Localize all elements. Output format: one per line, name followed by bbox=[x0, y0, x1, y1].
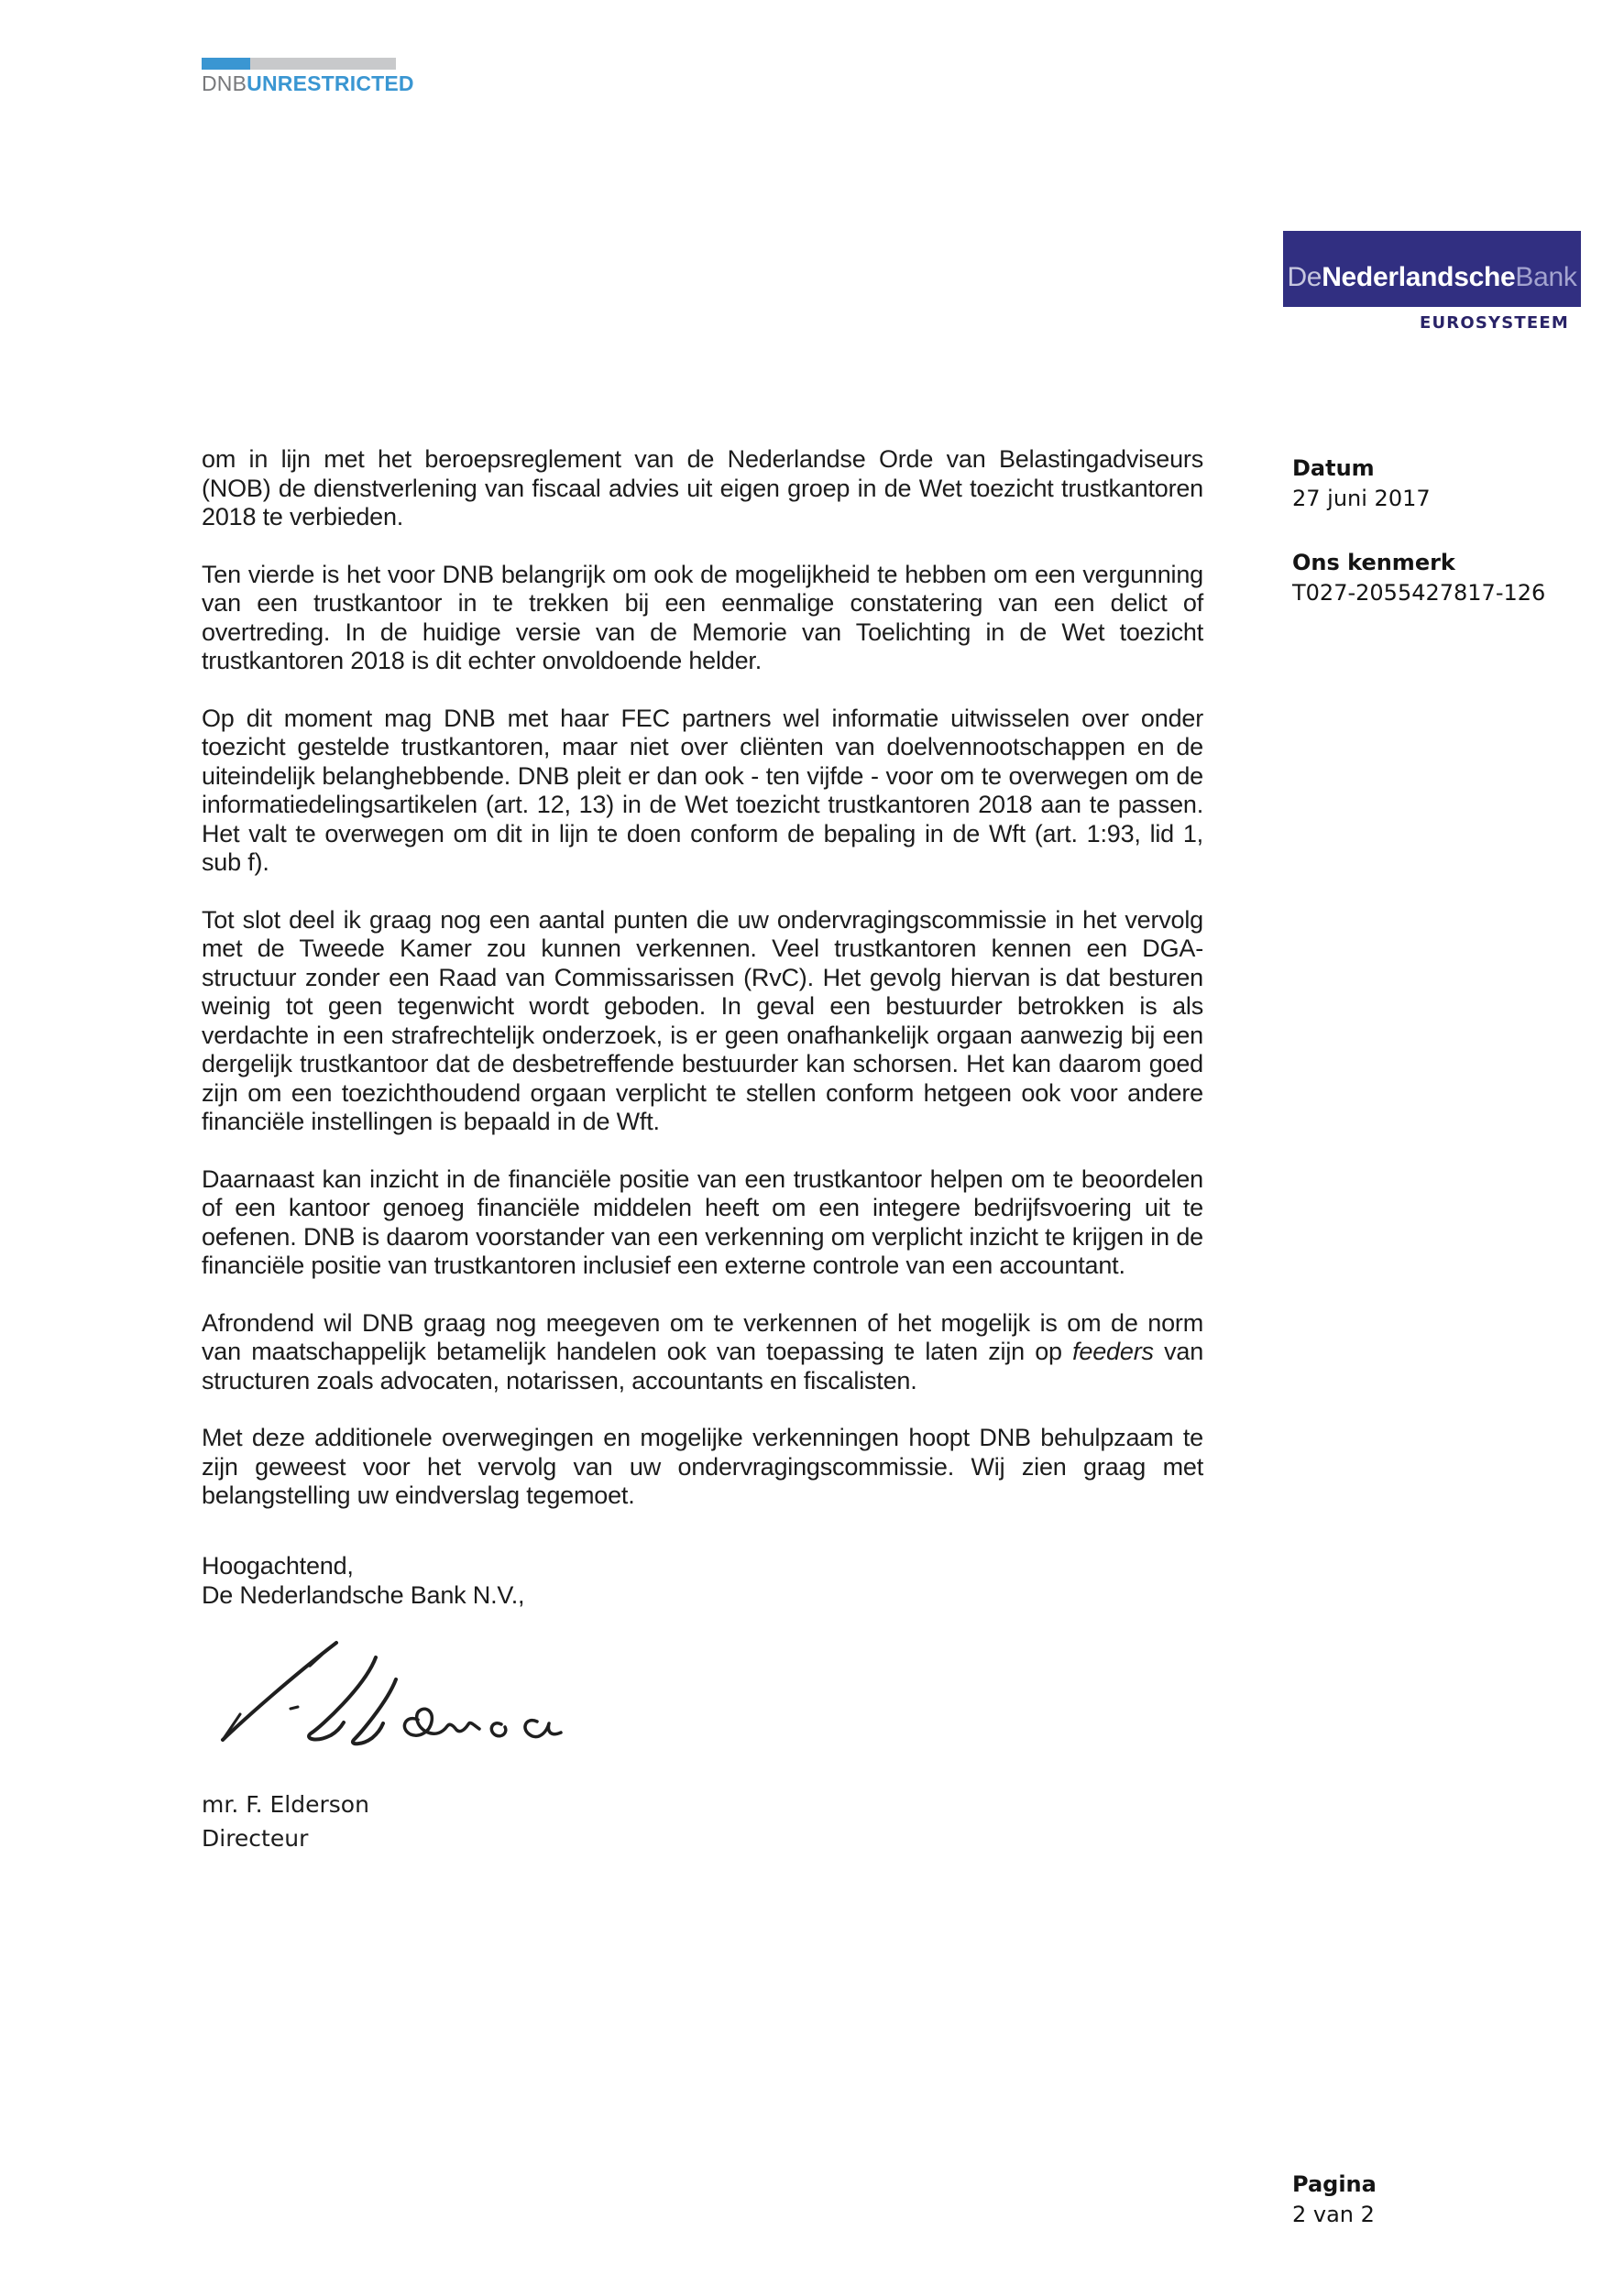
letter-paragraph-5: Daarnaast kan inzicht in de financiële positie van een trustkantoor helpen om te beoordelen of een kantoor genoeg financiële middelen heeft om een integere bedrijfsvoering uit te oefenen. DNB is daarom voorstander van een verkenning om verplicht inzicht te krijgen in de financiële positie van trustkantoren inclusief een externe controle van een accountant. bbox=[202, 1164, 1203, 1279]
signer-title: Directeur bbox=[202, 1824, 309, 1852]
metadata-date-block bbox=[1292, 454, 1545, 514]
closing-company: De Nederlandsche Bank N.V., bbox=[202, 1580, 525, 1609]
classification-prefix: DNB bbox=[202, 71, 247, 95]
signer-name: mr. F. Elderson bbox=[202, 1790, 369, 1818]
logo-word-nederlandsche: Nederlandsche bbox=[1322, 262, 1516, 292]
signer-block bbox=[202, 1788, 1203, 1855]
metadata-reference-block bbox=[1292, 548, 1545, 608]
classification-bar-fill bbox=[202, 58, 250, 70]
page-label: Pagina bbox=[1292, 2171, 1377, 2197]
letter-paragraph-4: Tot slot deel ik graag nog een aantal punten die uw ondervragingscommissie in het vervolg met de Tweede Kamer zou kunnen verkennen. Veel trustkantoren kennen een DGA-structuur zonder een Raad van Commissarissen (RvC). Het gevolg hiervan is dat besturen weinig tot geen tegenwicht wordt geboden. In geval een bestuurder betrokken is als verdachte in een strafrechtelijk onderzoek, is er geen onafhankelijk orgaan aanwezig bij een dergelijk trustkantoor dat de desbetreffende bestuurder kan schorsen. Het kan daarom goed zijn om een toezichthoudend orgaan verplicht te stellen conform hetgeen ook voor andere financiële instellingen is bepaald in de Wft. bbox=[202, 905, 1203, 1135]
signature-image bbox=[202, 1635, 568, 1756]
reference-label: Ons kenmerk bbox=[1292, 550, 1455, 575]
letter-paragraph-1: om in lijn met het beroepsreglement van de Nederlandse Orde van Belastingadviseurs (NOB) de dienstverlening van fiscaal advies uit eigen groep in de Wet toezicht trustkantoren 2018 te verbieden. bbox=[202, 445, 1203, 530]
date-value: 27 juni 2017 bbox=[1292, 486, 1431, 511]
classification-text bbox=[202, 71, 414, 96]
letter-metadata bbox=[1292, 454, 1545, 608]
logo-word-de: De bbox=[1287, 262, 1322, 292]
dnb-logo-box bbox=[1283, 231, 1581, 307]
paragraph-6-text: Afrondend wil DNB graag nog meegeven om te verkennen of het mogelijk is om de norm van maatschappelijk betamelijk handelen ook van toepassing te laten zijn op bbox=[202, 1308, 1203, 1365]
page-value: 2 van 2 bbox=[1292, 2202, 1375, 2227]
letter-paragraph-7: Met deze additionele overwegingen en mogelijke verkenningen hoopt DNB behulpzaam te zijn geweest voor het vervolg van uw ondervragingscommissie. Wij zien graag met belangstelling uw eindverslag tegemoet. bbox=[202, 1424, 1203, 1509]
logo-eurosysteem-label: EUROSYSTEEM bbox=[1419, 313, 1569, 333]
letter-paragraph-6 bbox=[202, 1309, 1203, 1396]
paragraph-6-text: van structuren zoals advocaten, notarissen, accountants en fiscalisten. bbox=[202, 1338, 1204, 1394]
closing-salutation: Hoogachtend, bbox=[202, 1551, 354, 1580]
logo-word-bank: Bank bbox=[1515, 262, 1577, 292]
paragraph-6-italic-term: feeders bbox=[1072, 1338, 1154, 1365]
closing-block bbox=[202, 1551, 1203, 1610]
dnb-logo bbox=[1283, 231, 1581, 333]
letter-paragraph-2: Ten vierde is het voor DNB belangrijk om ook de mogelijkheid te hebben om een vergunning van een trustkantoor in te trekken bij een eenmalige constatering van een delict of overtreding. In de huidige versie van de Memorie van Toelichting in de Wet toezicht trustkantoren 2018 is dit echter onvoldoende helder. bbox=[202, 560, 1203, 674]
date-label: Datum bbox=[1292, 455, 1375, 481]
page-number-block bbox=[1292, 2170, 1377, 2230]
classification-level: UNRESTRICTED bbox=[247, 71, 414, 95]
letter-paragraph-3: Op dit moment mag DNB met haar FEC partners wel informatie uitwisselen over onder toezicht gestelde trustkantoren, maar niet over cliënten van doelvennootschappen en de uiteindelijk belanghebbende. DNB pleit er dan ook - ten vijfde - voor om te overwegen om de informatiedelingsartikelen (art. 12, 13) in de Wet toezicht trustkantoren 2018 aan te passen. Het valt te overwegen om dit in lijn te doen conform de bepaling in de Wft (art. 1:93, lid 1, sub f). bbox=[202, 704, 1203, 876]
classification-bar bbox=[202, 58, 396, 70]
classification-marking bbox=[202, 58, 414, 96]
signature-block bbox=[202, 1635, 1203, 1756]
reference-value: T027-2055427817-126 bbox=[1292, 580, 1546, 606]
letter-body bbox=[202, 445, 1203, 1855]
